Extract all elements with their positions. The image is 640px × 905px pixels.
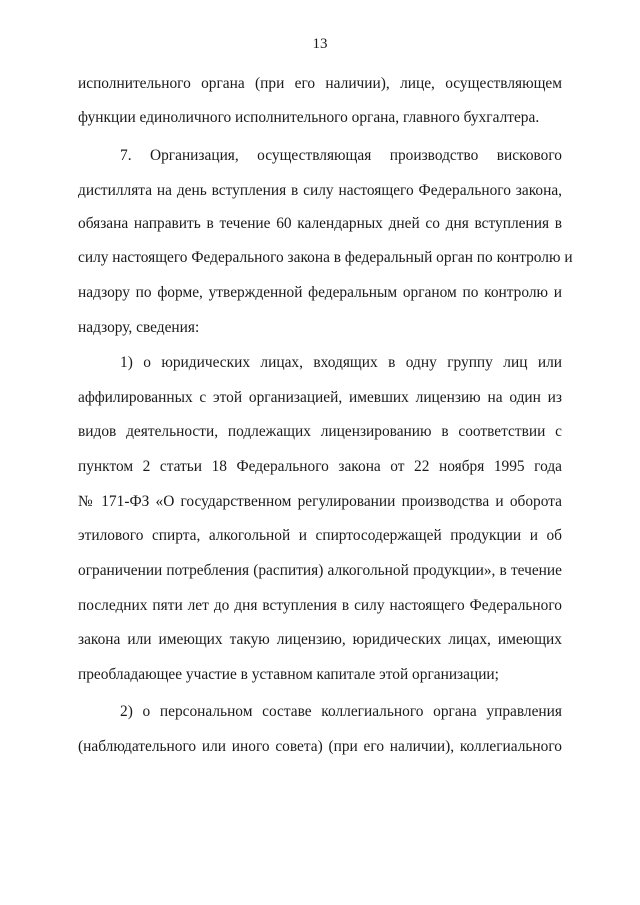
text-line: дистиллята на день вступления в силу настоящего Федерального закона,	[78, 182, 562, 199]
text-line: видов деятельности, подлежащих лицензированию в соответствии с	[78, 423, 562, 440]
text-line: ограничении потребления (распития) алкогольной продукции», в течение	[78, 562, 562, 579]
text-line: силу настоящего Федерального закона в федеральный орган по контролю и	[78, 249, 573, 266]
text-line: функции единоличного исполнительного органа, главного бухгалтера.	[78, 109, 540, 126]
text-line: этилового спирта, алкогольной и спиртосодержащей продукции и об	[78, 527, 562, 544]
text-line: пунктом 2 статьи 18 Федерального закона от 22 ноября 1995 года	[78, 458, 562, 475]
text-line: закона или имеющих такую лицензию, юридических лицах, имеющих	[78, 631, 562, 648]
item-1-first-line: 1) о юридических лицах, входящих в одну группу лиц или	[120, 354, 562, 371]
text-line: исполнительного органа (при его наличии), лице, осуществляющем	[78, 75, 562, 92]
text-line: надзору по форме, утвержденной федеральным органом по контролю и	[78, 284, 562, 301]
text-line: надзору, сведения:	[78, 319, 200, 336]
paragraph-7-first-line: 7. Организация, осуществляющая производство вискового	[120, 147, 562, 164]
text-line: последних пяти лет до дня вступления в силу настоящего Федерального	[78, 597, 562, 614]
text-line: преобладающее участие в уставном капитале этой организации;	[78, 666, 499, 683]
item-2-first-line: 2) о персональном составе коллегиального органа управления	[120, 703, 562, 720]
text-line: обязана направить в течение 60 календарных дней со дня вступления в	[78, 215, 562, 232]
text-line: (наблюдательного или иного совета) (при его наличии), коллегиального	[78, 738, 562, 755]
text-line: № 171-ФЗ «О государственном регулировании производства и оборота	[78, 493, 562, 510]
text-line: аффилированных с этой организацией, имевших лицензию на один из	[78, 389, 562, 406]
page-number: 13	[312, 36, 328, 52]
